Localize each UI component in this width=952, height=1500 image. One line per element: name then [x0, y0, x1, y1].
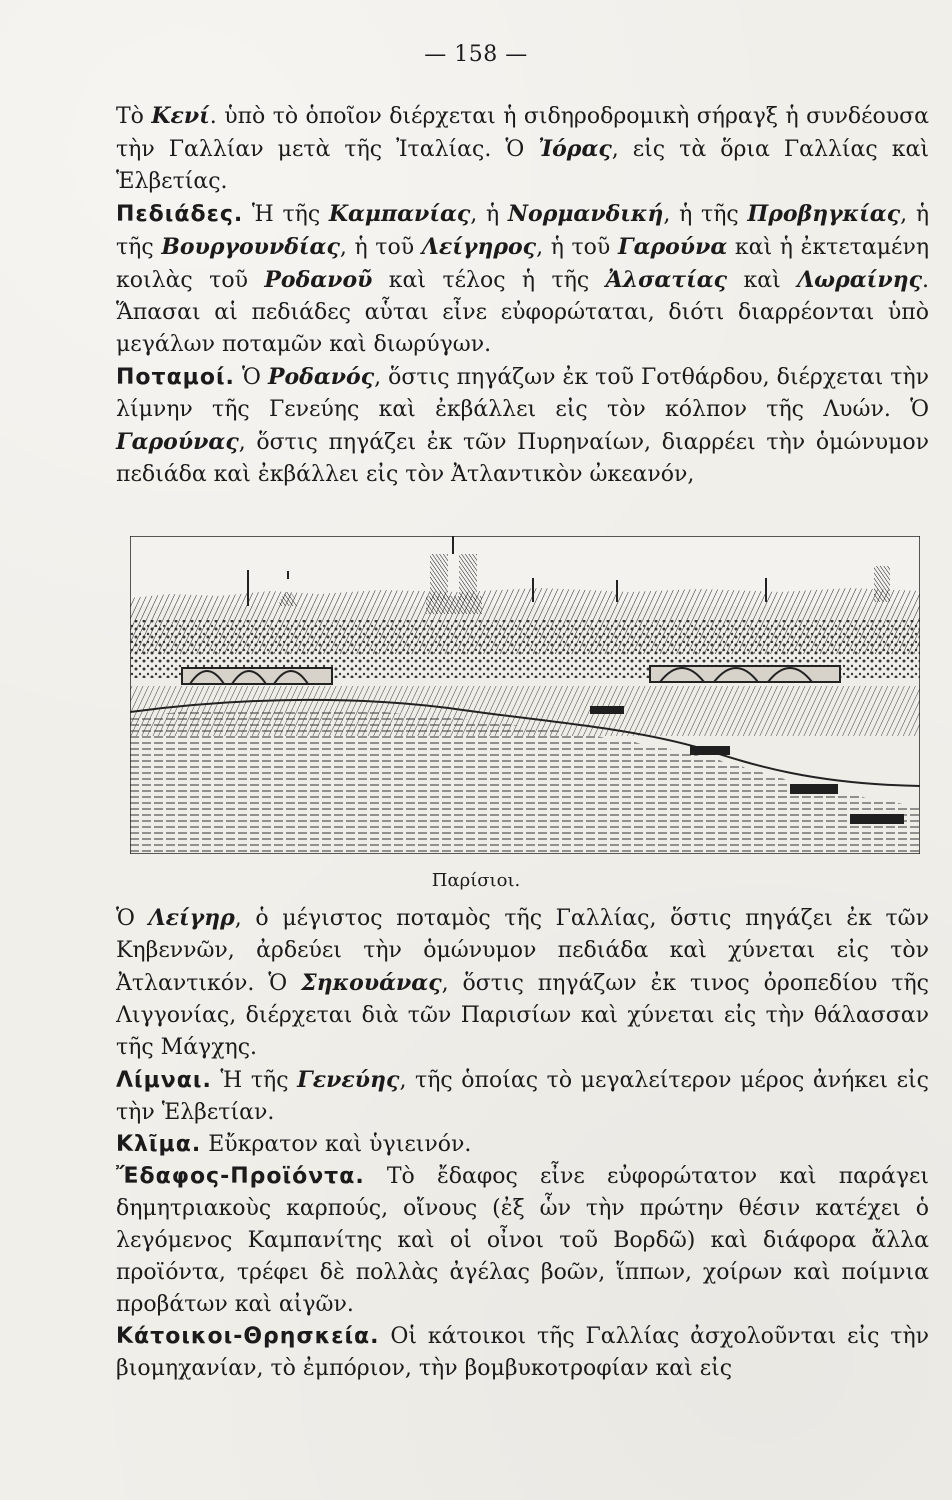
- plains-text-9: καὶ: [727, 268, 798, 293]
- bridge-left: [182, 668, 332, 684]
- intro-prefix-1: Τὸ: [116, 104, 152, 129]
- climate-heading: Κλῖμα.: [116, 1132, 202, 1157]
- lakes-paragraph: [116, 1064, 929, 1129]
- rivers-heading: Ποταμοί.: [116, 365, 235, 390]
- rivers-cont-text-2: , ὁ μέγιστος ποταμὸς τῆς Γαλλίας, ὅστις πηγάζει ἐκ τῶν Κηβεννῶν, ἀρδεύει τὴν ὁμώνυμον πεδιάδα καὶ χύνεται εἰς τὸν Ἀτλαντικόν. Ὁ: [116, 906, 929, 996]
- climate-paragraph: [116, 1129, 929, 1161]
- plains-name-2: Νορμανδική: [507, 201, 664, 227]
- rivers-cont-text-1: Ὁ: [116, 906, 149, 931]
- plains-text-8: καὶ τέλος ἡ τῆς: [372, 268, 606, 293]
- boat-4: [850, 814, 904, 824]
- notre-dame-facade: [426, 596, 482, 614]
- soil-products-heading: Ἔδαφος-Προϊόντα.: [116, 1164, 365, 1189]
- top-text-block: [116, 100, 929, 491]
- plains-heading: Πεδιάδες.: [116, 202, 244, 227]
- lakes-text-1: Ἡ τῆς: [211, 1068, 298, 1093]
- plains-name-9: Λωραίνης: [797, 267, 922, 293]
- climate-text-1: Εὔκρατον καὶ ὑγιεινόν.: [201, 1132, 472, 1157]
- plains-text-5: , ἡ τοῦ: [339, 235, 422, 260]
- lakes-name-1: Γενεύης: [297, 1067, 400, 1093]
- plains-name-4: Βουργουνδίας: [161, 234, 340, 260]
- plains-name-8: Ἀλσατίας: [605, 267, 728, 293]
- lakes-text-2: , τῆς ὁποίας τὸ μεγαλείτερον μέρος ἀνήκει εἰς τὴν Ἑλβετίαν.: [116, 1068, 929, 1125]
- rivers-text-2: , ὅστις πηγάζων ἐκ τοῦ Γοτθάρδου, διέρχεται τὴν λίμνην τῆς Γενεύης καὶ ἐκβάλλει εἰς τὸν κόλπον τῆς Λυών. Ὁ: [116, 365, 929, 422]
- bridge-right: [650, 666, 840, 682]
- lakes-heading: Λίμναι.: [116, 1068, 212, 1093]
- rivers-cont-name-1: Λείγηρ: [148, 905, 235, 931]
- illustration-caption: Παρίσιοι.: [431, 870, 521, 891]
- intro-name-1: Κενί: [151, 103, 210, 129]
- rivers-name-1: Ροδανός: [267, 364, 375, 390]
- tower-right: [874, 566, 890, 602]
- plains-text-2: , ἡ: [470, 202, 508, 227]
- intro-text-2: , εἰς τὰ ὅρια Γαλλίας καὶ Ἑλβετίας.: [116, 137, 929, 194]
- notre-dame-right-tower: [459, 554, 477, 600]
- intro-name-2: Ἰόρας: [538, 136, 612, 162]
- paris-engraving: [130, 536, 920, 854]
- plains-text-7: καὶ ἡ ἐκτεταμένη κοιλὰς τοῦ: [116, 235, 929, 293]
- notre-dame-left-tower: [430, 554, 448, 600]
- inhabitants-religion-heading: Κάτοικοι-Θρησκεία.: [116, 1324, 380, 1349]
- rivers-text-1: Ὁ: [234, 365, 268, 390]
- plains-text-10: . Ἅπασαι αἱ πεδιάδες αὗται εἶνε εὐφορώταται, διότι διαρρέονται ὑπὸ μεγάλων ποταμῶν καὶ διωρύγων.: [116, 268, 929, 357]
- boat-1: [590, 706, 624, 714]
- plains-name-1: Καμπανίας: [328, 201, 471, 227]
- plains-text-6: , ἡ τοῦ: [536, 235, 618, 260]
- rivers-continuation-paragraph: [116, 902, 929, 1064]
- intro-paragraph: [116, 100, 929, 198]
- rivers-name-2: Γαρούνας: [116, 429, 239, 455]
- plains-paragraph: [116, 198, 929, 361]
- soil-products-text-1: Τὸ ἔδαφος εἶνε εὐφορώτατον καὶ παράγει δημητριακοὺς καρπούς, οἴνους (ἐξ ὧν τὴν πρώτην θέσιν κατέχει ὁ λεγόμενος Καμπανίτης καὶ οἱ οἶνοι τοῦ Βορδῶ) καὶ διάφορα ἄλλα προϊόντα, τρέφει δὲ πολλὰς ἀγέλας βοῶν, ἵππων, χοίρων καὶ ποίμνια προβάτων καὶ αἰγῶν.: [116, 1164, 929, 1317]
- plains-name-5: Λείγηρος: [421, 234, 537, 260]
- plains-name-3: Προβηγκίας: [747, 201, 901, 227]
- plains-name-6: Γαρούνα: [617, 234, 728, 260]
- plains-name-7: Ροδανοῦ: [264, 267, 373, 293]
- bottom-text-block: [116, 902, 929, 1385]
- rivers-text-3: , ὅστις πηγάζει ἐκ τῶν Πυρηναίων, διαρρέει τὴν ὁμώνυμον πεδιάδα καὶ ἐκβάλλει εἰς τὸν Ἀτλαντικὸν ὠκεανόν,: [116, 430, 929, 487]
- plains-text-3: , ἡ τῆς: [663, 202, 748, 227]
- rivers-cont-name-2: Σηκουάνας: [301, 970, 442, 996]
- paris-illustration: [130, 536, 920, 854]
- rivers-cont-text-3: , ὅστις πηγάζων ἐκ τινος ὀροπεδίου τῆς Λιγγονίας, διέρχεται διὰ τῶν Παρισίων καὶ χύνεται εἰς τὴν θάλασσαν τῆς Μάγχης.: [116, 971, 929, 1060]
- boat-3: [790, 784, 838, 794]
- inhabitants-religion-paragraph: [116, 1321, 929, 1385]
- plains-text-1: Ἡ τῆς: [243, 202, 329, 227]
- page-number: — 158 —: [424, 42, 528, 67]
- intro-text-1: . ὑπὸ τὸ ὁποῖον διέρχεται ἡ σιδηροδρομικὴ σήραγξ ἡ συνδέουσα τὴν Γαλλίαν μετὰ τῆς Ἰταλίας. Ὁ: [116, 104, 929, 162]
- plains-text-4: , ἡ τῆς: [116, 202, 929, 260]
- boat-2: [690, 746, 730, 755]
- inhabitants-religion-text-1: Οἱ κάτοικοι τῆς Γαλλίας ἀσχολοῦνται εἰς τὴν βιομηχανίαν, τὸ ἐμπόριον, τὴν βομβυκοτροφίαν καὶ εἰς: [116, 1324, 929, 1381]
- rivers-paragraph: [116, 361, 929, 491]
- soil-products-paragraph: [116, 1161, 929, 1321]
